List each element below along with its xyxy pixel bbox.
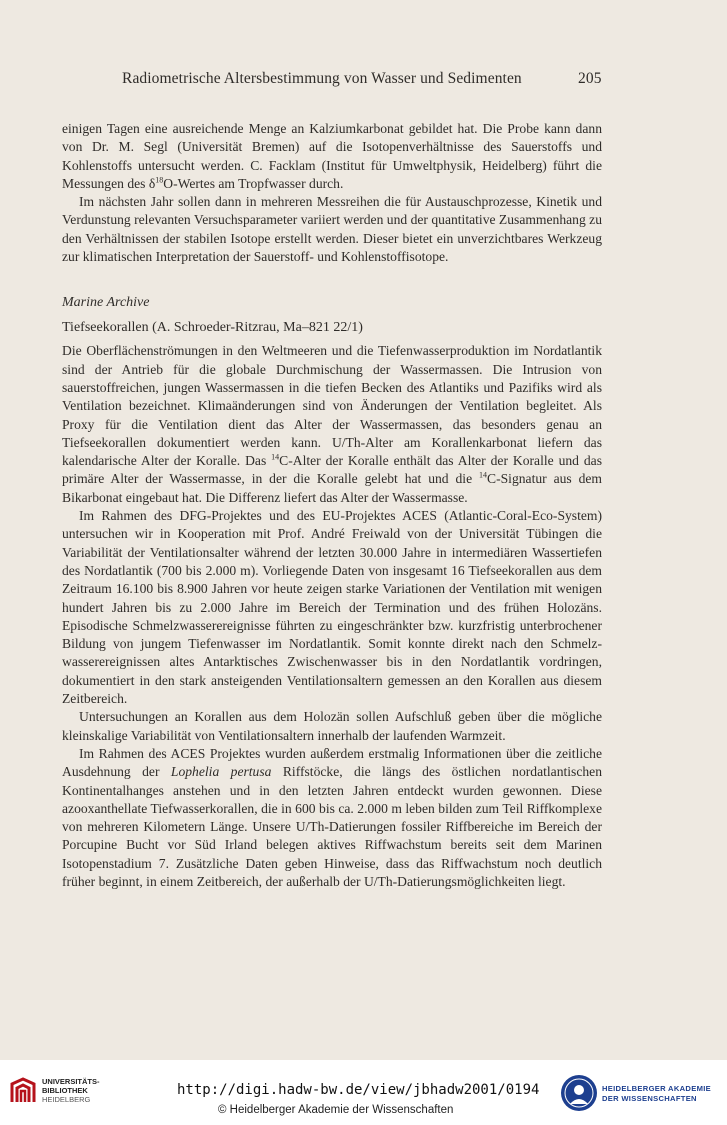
logo-line: HEIDELBERGER AKADEMIE (602, 1084, 711, 1093)
paragraph-6-text-a: Im Rahmen des ACES Projektes wurden außerdem erstmalig Informationen über die zeitliche Ausdehnung der (62, 745, 602, 780)
university-library-name (42, 1077, 100, 1104)
paragraph-3-text-b: C-Alter der Koralle enthält das Alter der Koralle und das primäre Alter der Wassermasse, in der die Koralle gelebt hat und die (62, 453, 603, 487)
superscript: 14 (271, 452, 280, 462)
logo-line: HEIDELBERG (42, 1095, 91, 1104)
academy-name (602, 1084, 711, 1104)
superscript: 14 (479, 470, 488, 480)
academy-logo[interactable] (560, 1074, 725, 1114)
paragraph-3 (62, 342, 602, 507)
paragraph-3-text-a: Die Oberflächenströmungen in den Weltmeeren und die Tiefenwasserproduktion im Nordatlantik sind der Antrieb für die globale Durchmischung der Wassermassen. Die Intrusion von sauerstoffreichen, jungen Wassermassen in die tiefen Becken des Atlantiks und Pazifiks wird als Ventilation bezeichnet. Klimaänderungen sind von Änderungen der Ventilation begleitet. Als Proxy für die Ventilation dient das Alter der Wassermassen, das besonders genau an Tiefseekorallen dokumentiert werden kann. U/Th-Alter am Korallenkarbonat liefern das kalendarische Alter der Koralle. Das (62, 343, 602, 469)
running-header (0, 70, 727, 92)
logo-line: UNIVERSITÄTS- (42, 1077, 100, 1086)
university-library-logo-icon (8, 1076, 38, 1106)
paragraph-3-text-c: C-Signatur aus dem Bikarbonat eingebaut hat. Die Differenz liefert das Alter der Wassermasse. (62, 471, 602, 505)
paragraph-1-text: einigen Tagen eine ausreichende Menge an Kalziumkarbonat gebildet hat. Die Probe kann dann von Dr. M. Segl (Universität Bremen) auf die Isotopenverhältnisse des Sauerstoffs und Kohlenstoffs untersucht werden. C. Facklam (Institut für Umweltphysik, Heidelberg) führt die Messungen des δ (62, 121, 602, 191)
paragraph-5: Untersuchungen an Korallen aus dem Holozän sollen Aufschluß geben über die mögliche kleinskalige Variabilität von Ventilationsaltern innerhalb der laufenden Warmzeit. (62, 709, 602, 743)
permalink-url[interactable]: http://digi.hadw-bw.de/view/jbhadw2001/0194 (177, 1082, 540, 1098)
logo-line: BIBLIOTHEK (42, 1086, 88, 1095)
page-number: 205 (578, 70, 602, 87)
university-library-logo[interactable] (8, 1074, 148, 1114)
section-heading: Marine Archive (62, 295, 150, 311)
sub-heading: Tiefseekorallen (A. Schroeder-Ritzrau, Ma–821 22/1) (62, 320, 363, 336)
paragraph-4: Im Rahmen des DFG-Projektes und des EU-Projektes ACES (Atlantic-Coral-Eco-System) untersuchen wir in Kooperation mit Prof. André Freiwald von der Universität Tübingen die Variabilität der Ventilationsalter während der letzten 30.000 Jahre in intermediären Wassertiefen des Nordatlantik (700 bis 2.000 m). Vorliegende Daten von insgesamt 16 Tiefseekorallen aus dem Zeitraum 16.100 bis 8.900 Jahren vor heute zeigen starke Variationen der Ventilation mit wenigen hundert Jahren bis zu 2.000 Jahre im Bereich der Termination und des frühen Holozäns. Episodische Schmelzwasserereignisse führten zu eingeschränkter bzw. kurzfristig unterbrochener Bildung von jungem Tiefenwasser im Nordatlantik. Somit konnte direkt nach den Schmelzwasserereignissen altes Antarktisches Zwischenwasser bis in den Nordatlantik vordringen, dokumentiert in den stark ansteigenden Ventilationsaltern gemessen an den Korallen aus diesem Zeitbereich. (62, 508, 602, 707)
running-title: Radiometrische Altersbestimmung von Wasser und Sedimenten (122, 70, 522, 87)
superscript: 18 (155, 175, 164, 185)
footer-bar (0, 1060, 727, 1125)
species-name: Lophelia pertusa (170, 764, 272, 780)
academy-seal-icon (560, 1074, 598, 1112)
paragraph-1-end: O-Wertes am Tropfwasser durch. (163, 175, 344, 191)
logo-line: DER WISSENSCHAFTEN (602, 1094, 697, 1103)
paragraph-2: Im nächsten Jahr sollen dann in mehreren Messreihen die für Austauschprozesse, Kinetik und Verdunstung relevanten Versuchsparameter variiert werden und der quantitative Zusammenhang zu den Verhältnissen der stabilen Isotope erstellt werden. Dieser bietet ein unverzichtbares Werkzeug zur klimatischen Interpretation der Sauerstoff- und Kohlenstoffisotope. (62, 194, 602, 265)
body-text (62, 120, 602, 891)
copyright-notice: © Heidelberger Akademie der Wissenschaften (218, 1104, 454, 1116)
paragraph-1 (62, 120, 602, 193)
paragraph-6-text-b: Riffstöcke, die längs des östlichen nordatlantischen Kontinentalhanges anstehen und in den letzten Jahren entdeckt wurden gewonnen. Diese azooxanthellate Tiefwasserkorallen, die in 600 bis ca. 2.000 m leben bilden zum Teil Riffkomplexe von mehreren Kilometern Länge. Unsere U/Th-Datierungen fossiler Riffbereiche im Bereich der Porcupine Bucht vor Süd Irland belegen aktives Riffwachstum bereits seit dem Marinen Isotopenstadium 7. Zusätzliche Daten geben Hinweise, dass das Riffwachstum noch deutlich früher beginnt, in einem Zeitbereich, der außerhalb der U/Th-Datierungsmöglichkeiten liegt. (62, 764, 603, 889)
paragraph-6 (62, 745, 602, 891)
